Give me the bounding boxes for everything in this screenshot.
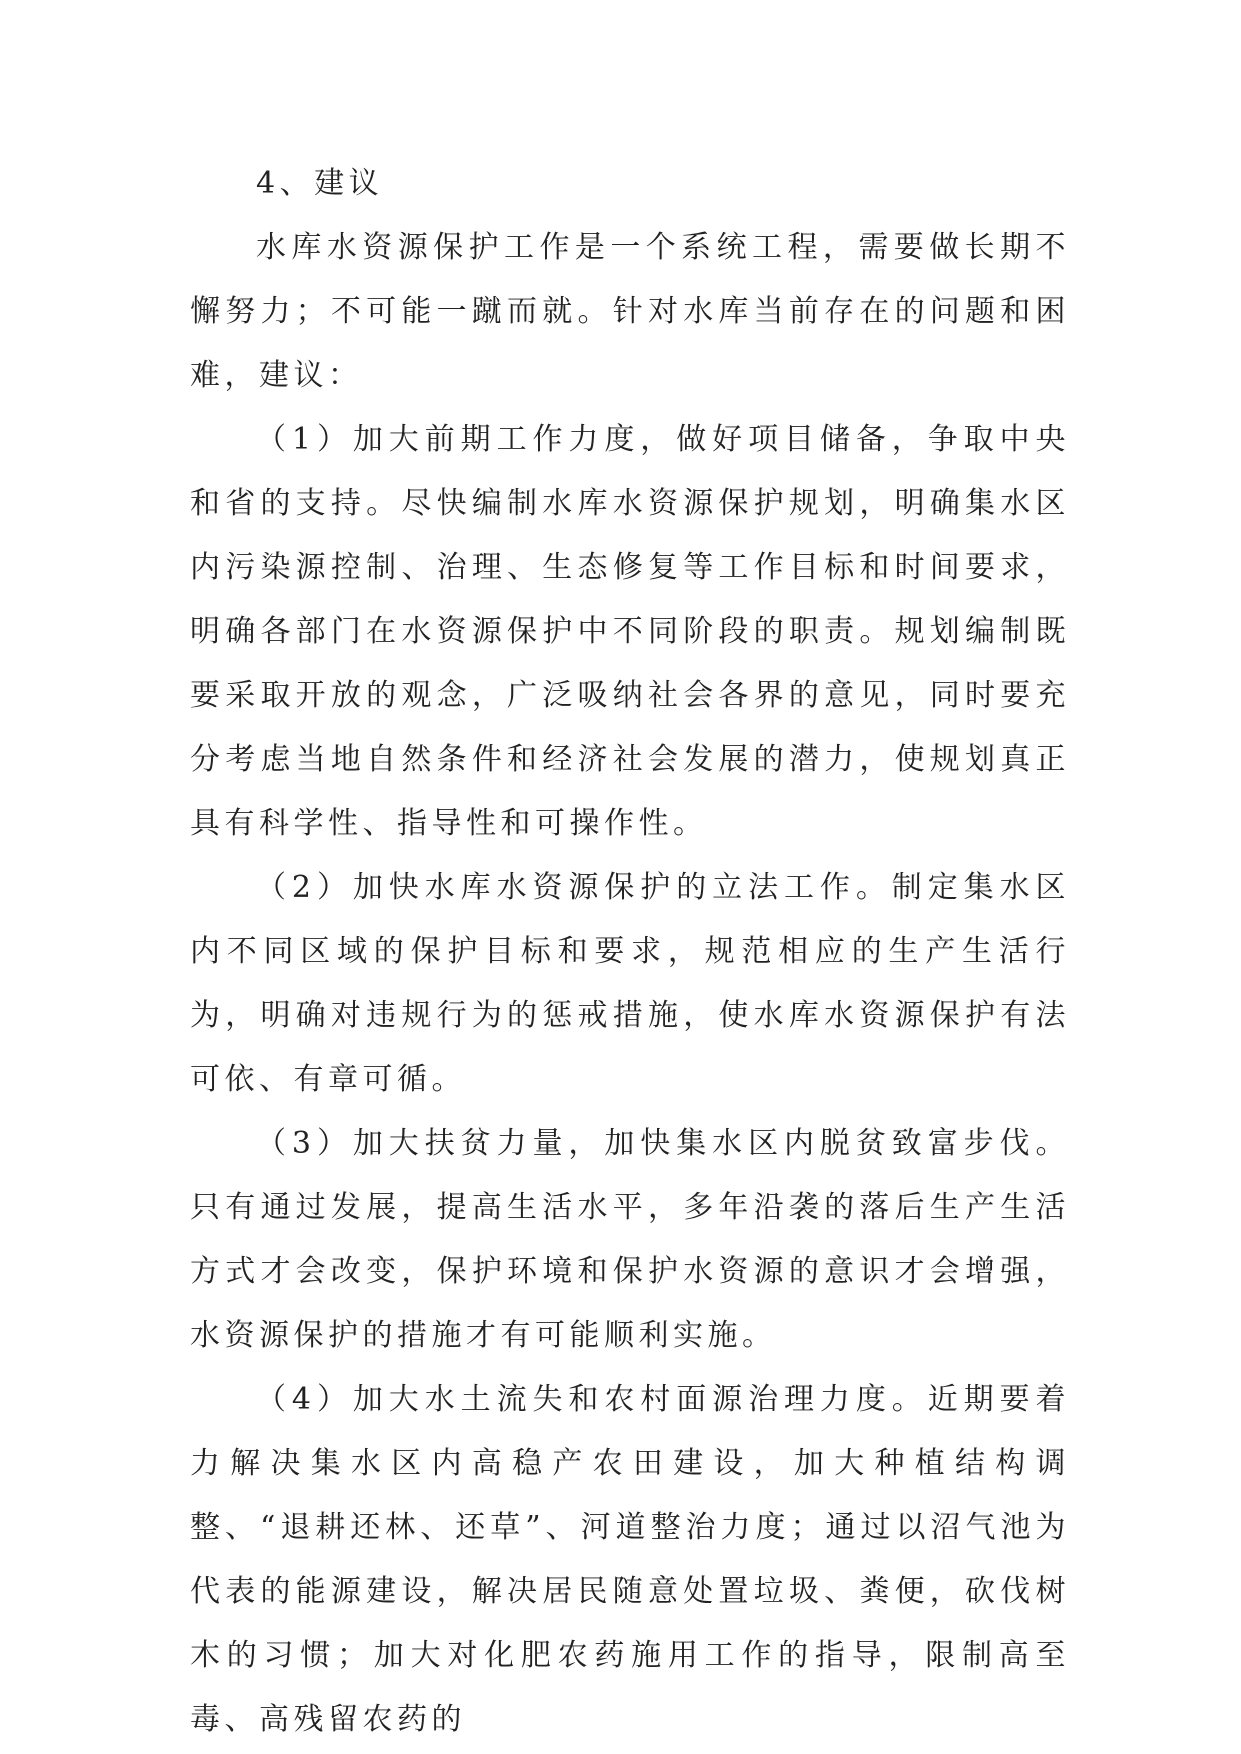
- paragraph-suggestion-1: （1）加大前期工作力度，做好项目储备，争取中央和省的支持。尽快编制水库水资源保护规划，明确集水区内污染源控制、治理、生态修复等工作目标和时间要求，明确各部门在水资源保护中不同阶段的职责。规划编制既要采取开放的观念，广泛吸纳社会各界的意见，同时要充分考虑当地自然条件和经济社会发展的潜力，使规划真正具有科学性、指导性和可操作性。: [190, 422, 1070, 841]
- paragraph-suggestion-2: （2）加快水库水资源保护的立法工作。制定集水区内不同区域的保护目标和要求，规范相应的生产生活行为，明确对违规行为的惩戒措施，使水库水资源保护有法可依、有章可循。: [190, 870, 1070, 1097]
- paragraph-suggestion-4: （4）加大水土流失和农村面源治理力度。近期要着力解决集水区内高稳产农田建设，加大种植结构调整、“退耕还林、还草”、河道整治力度；通过以沼气池为代表的能源建设，解决居民随意处置垃圾、粪便，砍伐树木的习惯；加大对化肥农药施用工作的指导，限制高至毒、高残留农药的: [190, 1382, 1070, 1737]
- paragraph-suggestion-3: （3）加大扶贫力量，加快集水区内脱贫致富步伐。只有通过发展，提高生活水平，多年沿袭的落后生产生活方式才会改变，保护环境和保护水资源的意识才会增强，水资源保护的措施才有可能顺利实施。: [190, 1126, 1070, 1353]
- section-heading: 4、建议: [256, 166, 384, 201]
- paragraph-intro: 水库水资源保护工作是一个系统工程，需要做长期不懈努力；不可能一蹴而就。针对水库当前存在的问题和困难，建议：: [190, 230, 1070, 393]
- document-body: [190, 152, 1070, 1752]
